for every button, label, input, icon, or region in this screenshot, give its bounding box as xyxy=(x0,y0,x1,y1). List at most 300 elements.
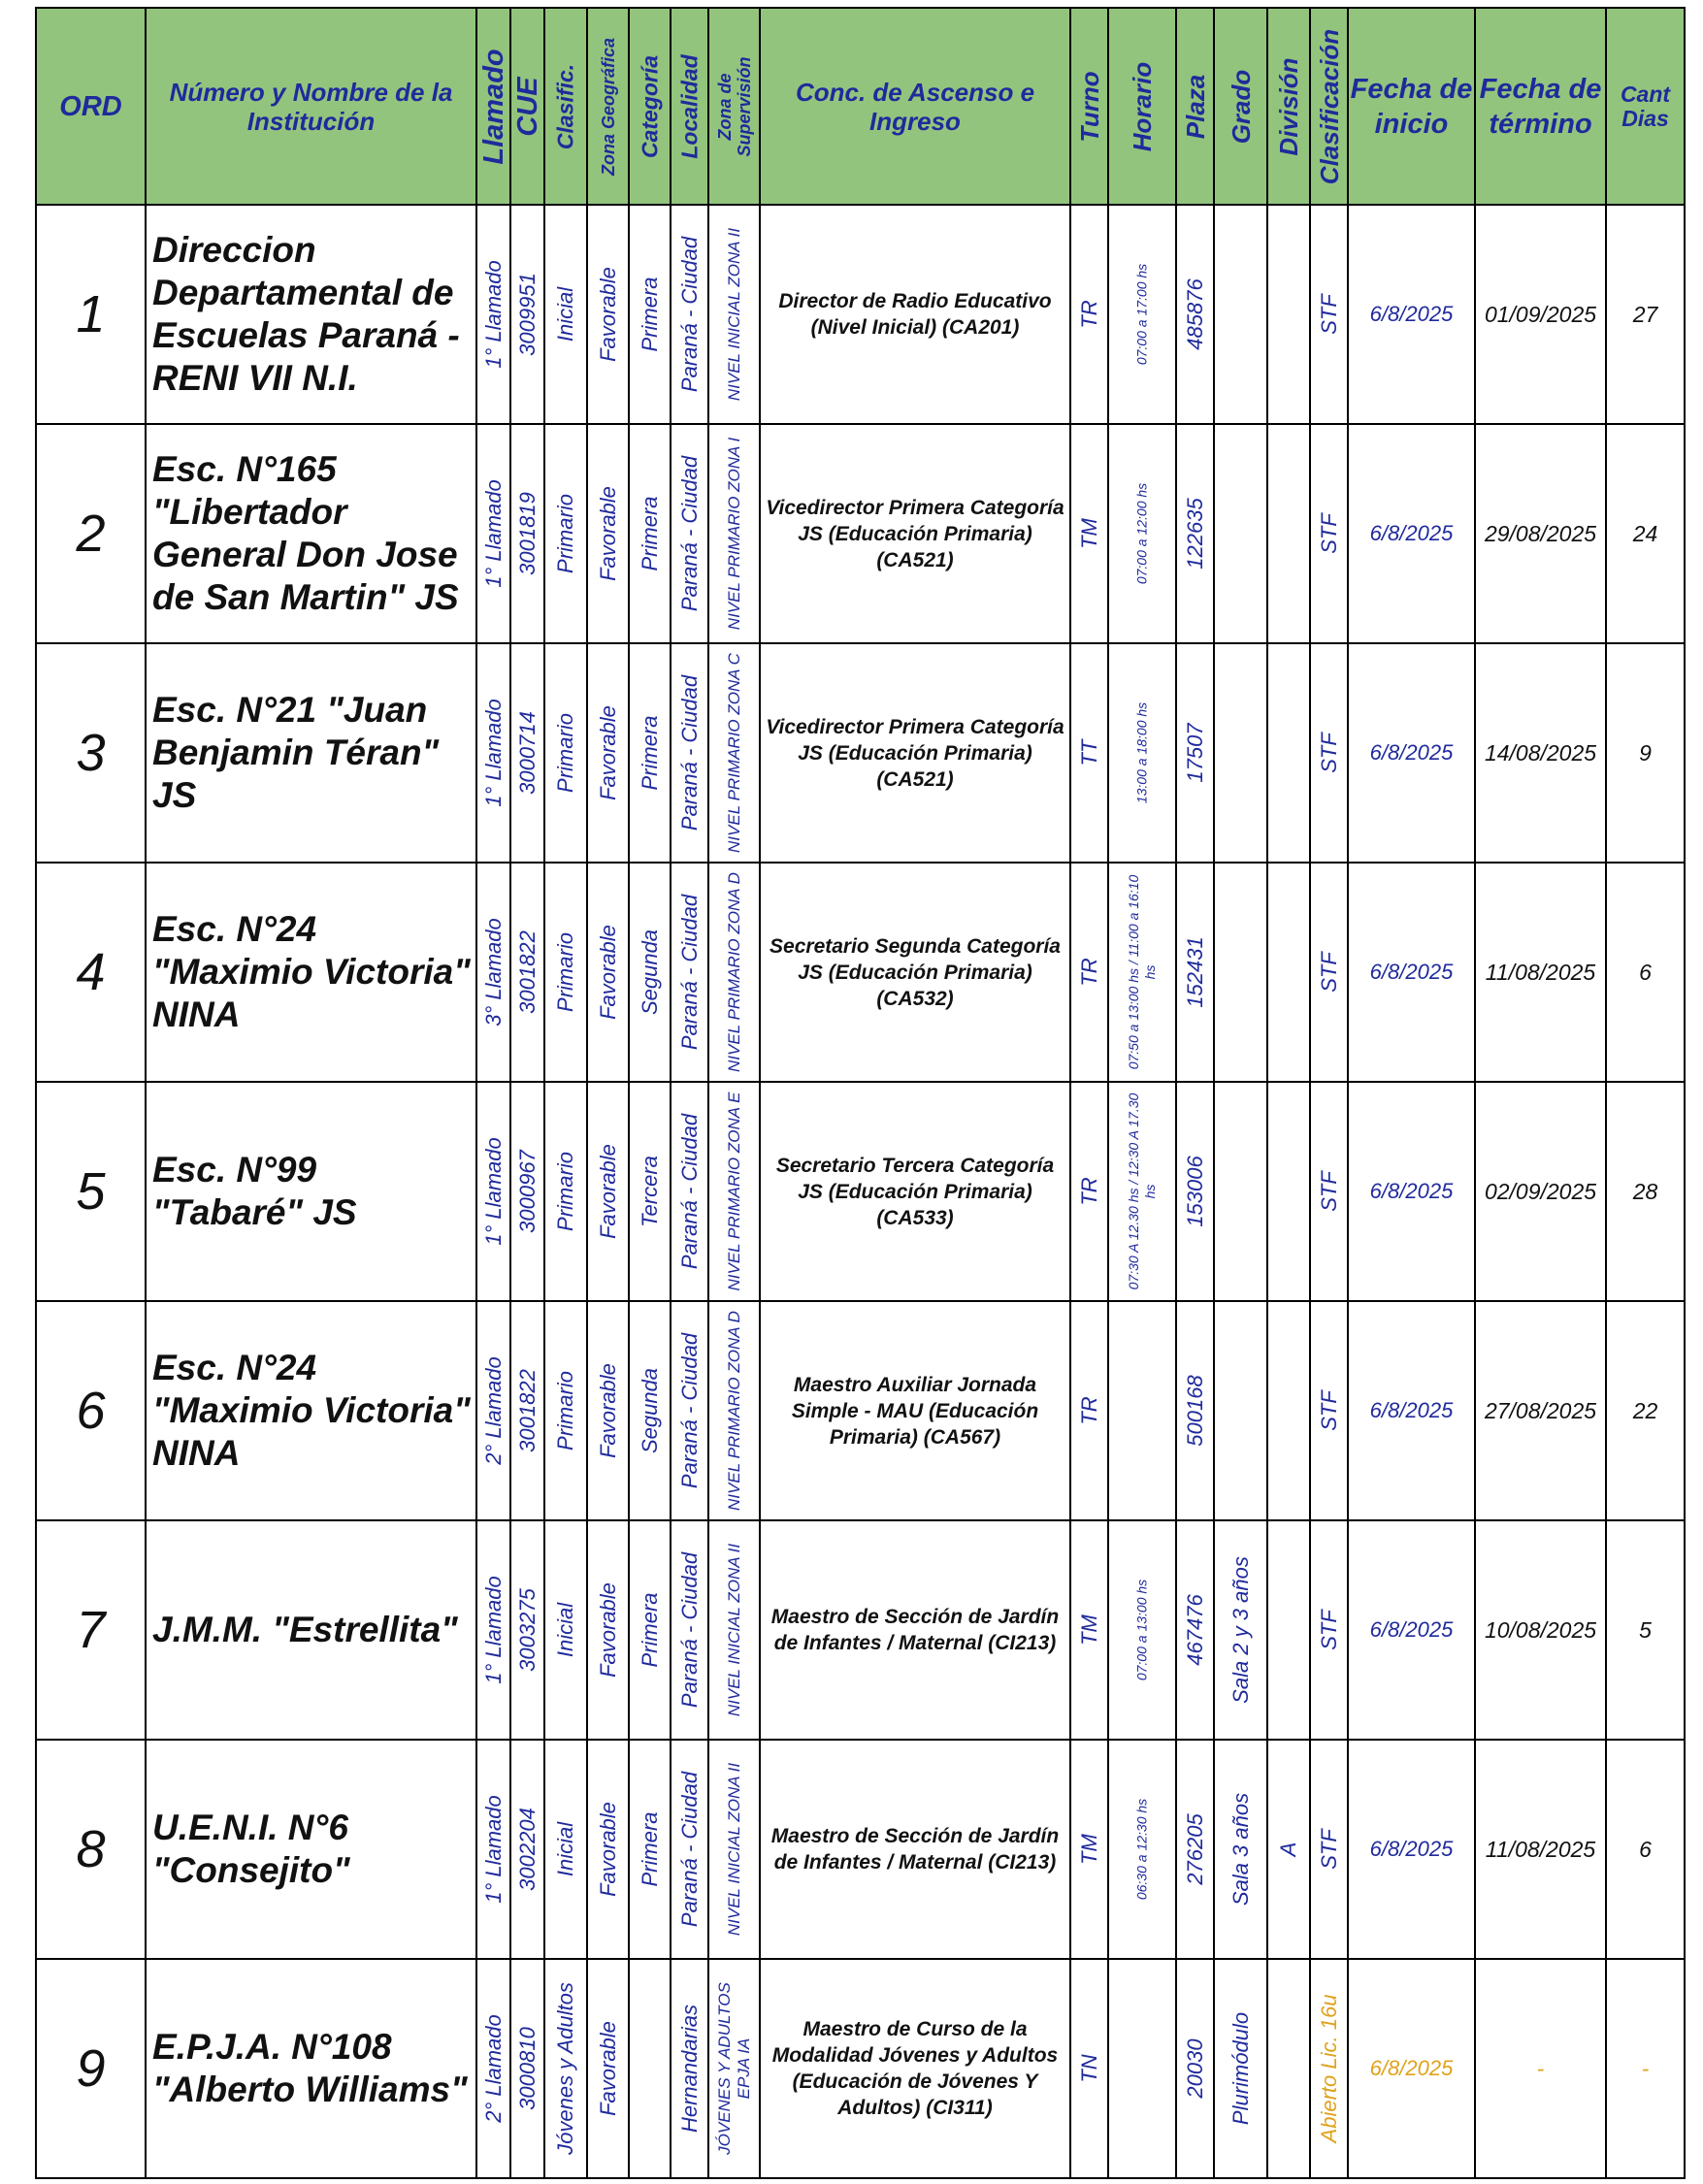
horario-value: 07:00 a 17:00 hs xyxy=(1133,263,1150,366)
conc-cell: Maestro Auxiliar Jornada Simple - MAU (Educación Primaria) (CA567) xyxy=(760,1301,1070,1520)
header-clasif-label: Clasific. xyxy=(552,63,578,149)
clasificacion-cell xyxy=(1310,205,1348,424)
horario-value: 07:50 a 13:00 hs / 11:00 a 16:10 hs xyxy=(1126,874,1158,1070)
clasificacion-value: STF xyxy=(1316,1610,1341,1650)
cant-dias-cell: 28 xyxy=(1606,1082,1685,1301)
cant-dias-cell: 24 xyxy=(1606,424,1685,643)
categoria-cell xyxy=(629,643,671,863)
turno-cell xyxy=(1070,1520,1108,1740)
header-plaza xyxy=(1176,8,1214,205)
fecha-termino-cell: 29/08/2025 xyxy=(1475,424,1606,643)
zona-geo-cell xyxy=(587,643,629,863)
clasif-value: Primario xyxy=(553,1152,577,1231)
zona-geo-value: Favorable xyxy=(595,1363,620,1458)
categoria-cell xyxy=(629,1740,671,1959)
clasificacion-cell xyxy=(1310,863,1348,1082)
clasificacion-cell xyxy=(1310,1959,1348,2178)
clasificacion-cell xyxy=(1310,1740,1348,1959)
clasif-cell xyxy=(544,643,587,863)
categoria-value: Primera xyxy=(637,496,662,571)
clasif-value: Primario xyxy=(553,494,577,573)
institucion-cell: J.M.M. "Estrellita" xyxy=(146,1520,476,1740)
zona-sup-value: NIVEL PRIMARIO ZONA D xyxy=(724,1311,743,1511)
conc-cell: Maestro de Curso de la Modalidad Jóvenes y Adultos (Educación de Jóvenes Y Adultos) (CI311) xyxy=(760,1959,1070,2178)
localidad-cell xyxy=(671,1301,708,1520)
cue-cell xyxy=(510,863,544,1082)
zona-sup-value: NIVEL INICIAL ZONA II xyxy=(724,1543,743,1717)
institucion-cell: Esc. N°165 "Libertador General Don Jose de San Martin" JS xyxy=(146,424,476,643)
table-row xyxy=(36,1740,1685,1959)
division-cell xyxy=(1267,1520,1310,1740)
llamado-value: 2° Llamado xyxy=(480,2014,506,2123)
cue-cell xyxy=(510,1740,544,1959)
cant-dias-cell: 6 xyxy=(1606,863,1685,1082)
cant-dias-cell: 9 xyxy=(1606,643,1685,863)
fecha-inicio-cell: 6/8/2025 xyxy=(1348,1082,1475,1301)
header-division xyxy=(1267,8,1310,205)
clasif-cell xyxy=(544,424,587,643)
table-row xyxy=(36,1082,1685,1301)
grado-cell xyxy=(1214,1082,1267,1301)
plaza-cell xyxy=(1176,1520,1214,1740)
categoria-cell xyxy=(629,205,671,424)
header-cue-label: CUE xyxy=(511,76,543,137)
cant-dias-cell: 5 xyxy=(1606,1520,1685,1740)
plaza-value: 276205 xyxy=(1182,1813,1207,1885)
localidad-value: Paraná - Ciudad xyxy=(676,894,702,1051)
plaza-value: 500168 xyxy=(1182,1375,1207,1447)
vacancy-table xyxy=(35,7,1686,2179)
zona-geo-value: Favorable xyxy=(595,1582,620,1678)
zona-sup-value: NIVEL PRIMARIO ZONA E xyxy=(724,1092,743,1291)
conc-cell: Vicedirector Primera Categoría JS (Educación Primaria) (CA521) xyxy=(760,424,1070,643)
plaza-cell xyxy=(1176,1301,1214,1520)
localidad-cell xyxy=(671,1082,708,1301)
conc-cell: Vicedirector Primera Categoría JS (Educación Primaria) (CA521) xyxy=(760,643,1070,863)
localidad-value: Paraná - Ciudad xyxy=(676,455,702,612)
clasificacion-cell xyxy=(1310,1520,1348,1740)
table-row xyxy=(36,1301,1685,1520)
header-horario xyxy=(1108,8,1176,205)
turno-value: TT xyxy=(1076,739,1101,766)
header-clasif xyxy=(544,8,587,205)
plaza-value: 485876 xyxy=(1182,278,1207,350)
division-value: A xyxy=(1276,1842,1300,1857)
llamado-cell xyxy=(476,1520,510,1740)
horario-value: 07:30 A 12.30 hs / 12:30 A 17.30 hs xyxy=(1126,1092,1158,1290)
clasif-cell xyxy=(544,1959,587,2178)
header-clasificacion-label: Clasificación xyxy=(1314,28,1344,184)
localidad-value: Hernandarias xyxy=(676,2004,702,2134)
categoria-cell xyxy=(629,1082,671,1301)
clasif-value: Primario xyxy=(553,932,577,1012)
categoria-value: Primera xyxy=(637,1592,662,1668)
table-row xyxy=(36,1959,1685,2178)
turno-value: TR xyxy=(1076,1177,1101,1206)
header-llamado-label: Llamado xyxy=(477,48,509,165)
division-cell xyxy=(1267,1959,1310,2178)
categoria-value: Primera xyxy=(637,277,662,352)
zona-sup-cell xyxy=(708,205,760,424)
clasif-value: Primario xyxy=(553,713,577,793)
cue-cell xyxy=(510,205,544,424)
horario-cell xyxy=(1108,1082,1176,1301)
cant-dias-cell: 6 xyxy=(1606,1740,1685,1959)
division-cell xyxy=(1267,643,1310,863)
grado-cell xyxy=(1214,1740,1267,1959)
fecha-inicio-cell: 6/8/2025 xyxy=(1348,1301,1475,1520)
localidad-cell xyxy=(671,863,708,1082)
turno-value: TR xyxy=(1076,300,1101,329)
ord-cell: 3 xyxy=(36,643,146,863)
ord-cell: 9 xyxy=(36,1959,146,2178)
zona-sup-value: NIVEL PRIMARIO ZONA D xyxy=(724,872,743,1072)
zona-sup-value: NIVEL INICIAL ZONA II xyxy=(724,1762,743,1937)
turno-value: TR xyxy=(1076,958,1101,987)
horario-cell xyxy=(1108,1301,1176,1520)
turno-value: TM xyxy=(1076,518,1101,549)
header-clasificacion xyxy=(1310,8,1348,205)
header-fecha-inicio: Fecha de inicio xyxy=(1348,8,1475,205)
cue-value: 3000967 xyxy=(514,1150,540,1233)
header-localidad-label: Localidad xyxy=(676,53,702,159)
fecha-inicio-cell: 6/8/2025 xyxy=(1348,863,1475,1082)
turno-cell xyxy=(1070,1740,1108,1959)
header-ord: ORD xyxy=(36,8,146,205)
header-zona-sup-label: Zona de Supervisión xyxy=(714,55,754,157)
header-categoria-label: Categoría xyxy=(637,54,662,158)
header-grado xyxy=(1214,8,1267,205)
zona-sup-cell xyxy=(708,643,760,863)
llamado-value: 1° Llamado xyxy=(480,479,506,588)
institucion-cell: Esc. N°21 "Juan Benjamin Téran" JS xyxy=(146,643,476,863)
horario-cell xyxy=(1108,643,1176,863)
localidad-cell xyxy=(671,1520,708,1740)
zona-sup-value: NIVEL INICIAL ZONA II xyxy=(724,227,743,402)
institucion-cell: Esc. N°24 "Maximio Victoria" NINA xyxy=(146,863,476,1082)
clasif-cell xyxy=(544,205,587,424)
cant-dias-cell: - xyxy=(1606,1959,1685,2178)
clasif-cell xyxy=(544,863,587,1082)
table-row xyxy=(36,424,1685,643)
clasificacion-value: STF xyxy=(1316,1390,1341,1431)
categoria-value: Primera xyxy=(637,1811,662,1887)
division-cell xyxy=(1267,1082,1310,1301)
fecha-termino-cell: 11/08/2025 xyxy=(1475,863,1606,1082)
categoria-cell xyxy=(629,1520,671,1740)
grado-value: Sala 2 y 3 años xyxy=(1228,1556,1253,1704)
institucion-cell: Esc. N°24 "Maximio Victoria" NINA xyxy=(146,1301,476,1520)
zona-geo-cell xyxy=(587,424,629,643)
turno-value: TM xyxy=(1076,1614,1101,1646)
fecha-termino-cell: 11/08/2025 xyxy=(1475,1740,1606,1959)
header-grado-label: Grado xyxy=(1226,69,1256,144)
horario-cell xyxy=(1108,1959,1176,2178)
plaza-cell xyxy=(1176,424,1214,643)
llamado-cell xyxy=(476,424,510,643)
horario-cell xyxy=(1108,863,1176,1082)
division-cell xyxy=(1267,863,1310,1082)
ord-cell: 1 xyxy=(36,205,146,424)
horario-value: 06:30 a 12:30 hs xyxy=(1133,1798,1150,1901)
header-cue xyxy=(510,8,544,205)
grado-cell xyxy=(1214,1301,1267,1520)
cue-value: 3001822 xyxy=(514,930,540,1014)
header-row xyxy=(36,8,1685,205)
horario-value: 07:00 a 13:00 hs xyxy=(1133,1579,1150,1681)
fecha-inicio-cell: 6/8/2025 xyxy=(1348,424,1475,643)
cue-cell xyxy=(510,424,544,643)
horario-cell xyxy=(1108,205,1176,424)
plaza-value: 467476 xyxy=(1182,1594,1207,1666)
fecha-termino-cell: 14/08/2025 xyxy=(1475,643,1606,863)
plaza-cell xyxy=(1176,1959,1214,2178)
clasif-cell xyxy=(544,1740,587,1959)
header-institucion: Número y Nombre de la Institución xyxy=(146,8,476,205)
table-row xyxy=(36,1520,1685,1740)
clasif-value: Inicial xyxy=(553,1602,577,1658)
categoria-cell xyxy=(629,863,671,1082)
fecha-termino-cell: 02/09/2025 xyxy=(1475,1082,1606,1301)
turno-value: TM xyxy=(1076,1834,1101,1865)
plaza-cell xyxy=(1176,1740,1214,1959)
horario-value: 13:00 a 18:00 hs xyxy=(1133,701,1150,804)
horario-cell xyxy=(1108,1520,1176,1740)
header-turno xyxy=(1070,8,1108,205)
grado-value: Plurimódulo xyxy=(1228,2011,1253,2126)
plaza-cell xyxy=(1176,863,1214,1082)
header-division-label: División xyxy=(1274,56,1303,156)
ord-cell: 7 xyxy=(36,1520,146,1740)
turno-cell xyxy=(1070,863,1108,1082)
turno-cell xyxy=(1070,643,1108,863)
zona-sup-cell xyxy=(708,1301,760,1520)
clasificacion-value: STF xyxy=(1316,513,1341,554)
header-zona-geo-label: Zona Geográfica xyxy=(598,37,618,176)
table-body xyxy=(36,205,1685,2178)
header-plaza-label: Plaza xyxy=(1180,74,1210,139)
grado-cell xyxy=(1214,205,1267,424)
llamado-value: 3° Llamado xyxy=(480,918,506,1027)
categoria-value: Segunda xyxy=(637,929,662,1016)
header-zona-geo xyxy=(587,8,629,205)
conc-cell: Director de Radio Educativo (Nivel Inicial) (CA201) xyxy=(760,205,1070,424)
localidad-value: Paraná - Ciudad xyxy=(676,1551,702,1709)
clasificacion-cell xyxy=(1310,1082,1348,1301)
fecha-termino-cell: 10/08/2025 xyxy=(1475,1520,1606,1740)
plaza-value: 122635 xyxy=(1182,498,1207,570)
categoria-cell xyxy=(629,1959,671,2178)
header-horario-label: Horario xyxy=(1128,61,1157,151)
zona-sup-cell xyxy=(708,1520,760,1740)
ord-cell: 6 xyxy=(36,1301,146,1520)
turno-cell xyxy=(1070,1959,1108,2178)
zona-geo-cell xyxy=(587,1959,629,2178)
llamado-cell xyxy=(476,863,510,1082)
plaza-value: 20030 xyxy=(1182,2038,1207,2099)
header-turno-label: Turno xyxy=(1074,70,1104,143)
conc-cell: Maestro de Sección de Jardín de Infantes / Maternal (CI213) xyxy=(760,1740,1070,1959)
conc-cell: Secretario Tercera Categoría JS (Educación Primaria) (CA533) xyxy=(760,1082,1070,1301)
zona-sup-value: JÓVENES Y ADULTOS EPJA IA xyxy=(714,1982,753,2155)
cue-value: 3003275 xyxy=(514,1588,540,1672)
clasificacion-cell xyxy=(1310,643,1348,863)
llamado-cell xyxy=(476,1740,510,1959)
categoria-cell xyxy=(629,1301,671,1520)
llamado-cell xyxy=(476,1301,510,1520)
ord-cell: 8 xyxy=(36,1740,146,1959)
grado-cell xyxy=(1214,424,1267,643)
localidad-cell xyxy=(671,1959,708,2178)
zona-geo-value: Favorable xyxy=(595,2021,620,2116)
grado-cell xyxy=(1214,863,1267,1082)
grado-cell xyxy=(1214,1520,1267,1740)
clasificacion-value: STF xyxy=(1316,952,1341,993)
zona-sup-cell xyxy=(708,1082,760,1301)
cue-value: 3000810 xyxy=(514,2027,540,2110)
fecha-inicio-cell: 6/8/2025 xyxy=(1348,1740,1475,1959)
fecha-termino-cell: 27/08/2025 xyxy=(1475,1301,1606,1520)
zona-geo-cell xyxy=(587,205,629,424)
plaza-value: 17507 xyxy=(1182,723,1207,783)
llamado-value: 1° Llamado xyxy=(480,1576,506,1684)
clasificacion-cell xyxy=(1310,424,1348,643)
clasif-value: Primario xyxy=(553,1371,577,1451)
fecha-inicio-cell: 6/8/2025 xyxy=(1348,643,1475,863)
institucion-cell: Esc. N°99 "Tabaré" JS xyxy=(146,1082,476,1301)
clasif-value: Inicial xyxy=(553,286,577,342)
cue-cell xyxy=(510,1959,544,2178)
cant-dias-cell: 27 xyxy=(1606,205,1685,424)
fecha-termino-cell: 01/09/2025 xyxy=(1475,205,1606,424)
localidad-value: Paraná - Ciudad xyxy=(676,1113,702,1270)
horario-value: 07:00 a 12:00 hs xyxy=(1133,482,1150,585)
division-cell xyxy=(1267,1740,1310,1959)
clasif-value: Inicial xyxy=(553,1821,577,1877)
header-fecha-termino: Fecha de término xyxy=(1475,8,1606,205)
zona-sup-cell xyxy=(708,1740,760,1959)
turno-cell xyxy=(1070,1082,1108,1301)
header-llamado xyxy=(476,8,510,205)
table-row xyxy=(36,863,1685,1082)
localidad-cell xyxy=(671,205,708,424)
turno-value: TR xyxy=(1076,1396,1101,1425)
ord-cell: 5 xyxy=(36,1082,146,1301)
clasificacion-cell xyxy=(1310,1301,1348,1520)
table-row xyxy=(36,643,1685,863)
plaza-value: 153006 xyxy=(1182,1156,1207,1227)
categoria-value: Segunda xyxy=(637,1367,662,1454)
turno-cell xyxy=(1070,205,1108,424)
zona-sup-cell xyxy=(708,1959,760,2178)
institucion-cell: E.P.J.A. N°108 "Alberto Williams" xyxy=(146,1959,476,2178)
llamado-cell xyxy=(476,1959,510,2178)
grado-cell xyxy=(1214,1959,1267,2178)
division-cell xyxy=(1267,205,1310,424)
cue-value: 3001822 xyxy=(514,1369,540,1452)
categoria-value: Primera xyxy=(637,715,662,791)
zona-geo-value: Favorable xyxy=(595,1802,620,1897)
llamado-cell xyxy=(476,205,510,424)
plaza-cell xyxy=(1176,205,1214,424)
zona-geo-value: Favorable xyxy=(595,486,620,581)
cue-cell xyxy=(510,1082,544,1301)
cue-value: 3002204 xyxy=(514,1808,540,1891)
llamado-cell xyxy=(476,1082,510,1301)
clasificacion-value: STF xyxy=(1316,294,1341,335)
plaza-cell xyxy=(1176,1082,1214,1301)
conc-cell: Secretario Segunda Categoría JS (Educación Primaria) (CA532) xyxy=(760,863,1070,1082)
zona-geo-value: Favorable xyxy=(595,1144,620,1239)
institucion-cell: U.E.N.I. N°6 "Consejito" xyxy=(146,1740,476,1959)
grado-cell xyxy=(1214,643,1267,863)
division-cell xyxy=(1267,424,1310,643)
llamado-value: 1° Llamado xyxy=(480,260,506,369)
clasificacion-value: Abierto Lic. 16u xyxy=(1316,1994,1341,2143)
grado-value: Sala 3 años xyxy=(1228,1792,1253,1907)
zona-geo-value: Favorable xyxy=(595,267,620,362)
zona-geo-cell xyxy=(587,1520,629,1740)
clasif-value: Jóvenes y Adultos xyxy=(553,1982,577,2155)
zona-sup-value: NIVEL PRIMARIO ZONA C xyxy=(724,653,743,853)
header-conc: Conc. de Ascenso e Ingreso xyxy=(760,8,1070,205)
cue-cell xyxy=(510,1520,544,1740)
llamado-cell xyxy=(476,643,510,863)
conc-cell: Maestro de Sección de Jardín de Infantes / Maternal (CI213) xyxy=(760,1520,1070,1740)
division-cell xyxy=(1267,1301,1310,1520)
plaza-value: 152431 xyxy=(1182,936,1207,1008)
localidad-cell xyxy=(671,643,708,863)
clasificacion-value: STF xyxy=(1316,1829,1341,1870)
institucion-cell: Direccion Departamental de Escuelas Paraná - RENI VII N.I. xyxy=(146,205,476,424)
zona-geo-value: Favorable xyxy=(595,705,620,800)
cant-dias-cell: 22 xyxy=(1606,1301,1685,1520)
cue-cell xyxy=(510,643,544,863)
fecha-inicio-cell: 6/8/2025 xyxy=(1348,205,1475,424)
table-row xyxy=(36,205,1685,424)
llamado-value: 1° Llamado xyxy=(480,1795,506,1904)
header-zona-sup xyxy=(708,8,760,205)
localidad-value: Paraná - Ciudad xyxy=(676,236,702,393)
horario-cell xyxy=(1108,1740,1176,1959)
llamado-value: 2° Llamado xyxy=(480,1356,506,1465)
clasif-cell xyxy=(544,1082,587,1301)
horario-cell xyxy=(1108,424,1176,643)
clasificacion-value: STF xyxy=(1316,733,1341,773)
turno-cell xyxy=(1070,424,1108,643)
categoria-cell xyxy=(629,424,671,643)
cue-value: 3001819 xyxy=(514,492,540,575)
zona-geo-cell xyxy=(587,1082,629,1301)
fecha-inicio-cell: 6/8/2025 xyxy=(1348,1520,1475,1740)
ord-cell: 4 xyxy=(36,863,146,1082)
categoria-value: Tercera xyxy=(637,1156,662,1227)
zona-sup-cell xyxy=(708,863,760,1082)
clasificacion-value: STF xyxy=(1316,1171,1341,1212)
cue-value: 3000714 xyxy=(514,711,540,795)
cue-value: 3009951 xyxy=(514,273,540,356)
fecha-inicio-cell: 6/8/2025 xyxy=(1348,1959,1475,2178)
header-cant-dias: Cant Dias xyxy=(1606,8,1685,205)
zona-sup-cell xyxy=(708,424,760,643)
llamado-value: 1° Llamado xyxy=(480,1137,506,1246)
cue-cell xyxy=(510,1301,544,1520)
zona-geo-cell xyxy=(587,1301,629,1520)
localidad-cell xyxy=(671,1740,708,1959)
llamado-value: 1° Llamado xyxy=(480,699,506,807)
clasif-cell xyxy=(544,1301,587,1520)
plaza-cell xyxy=(1176,643,1214,863)
